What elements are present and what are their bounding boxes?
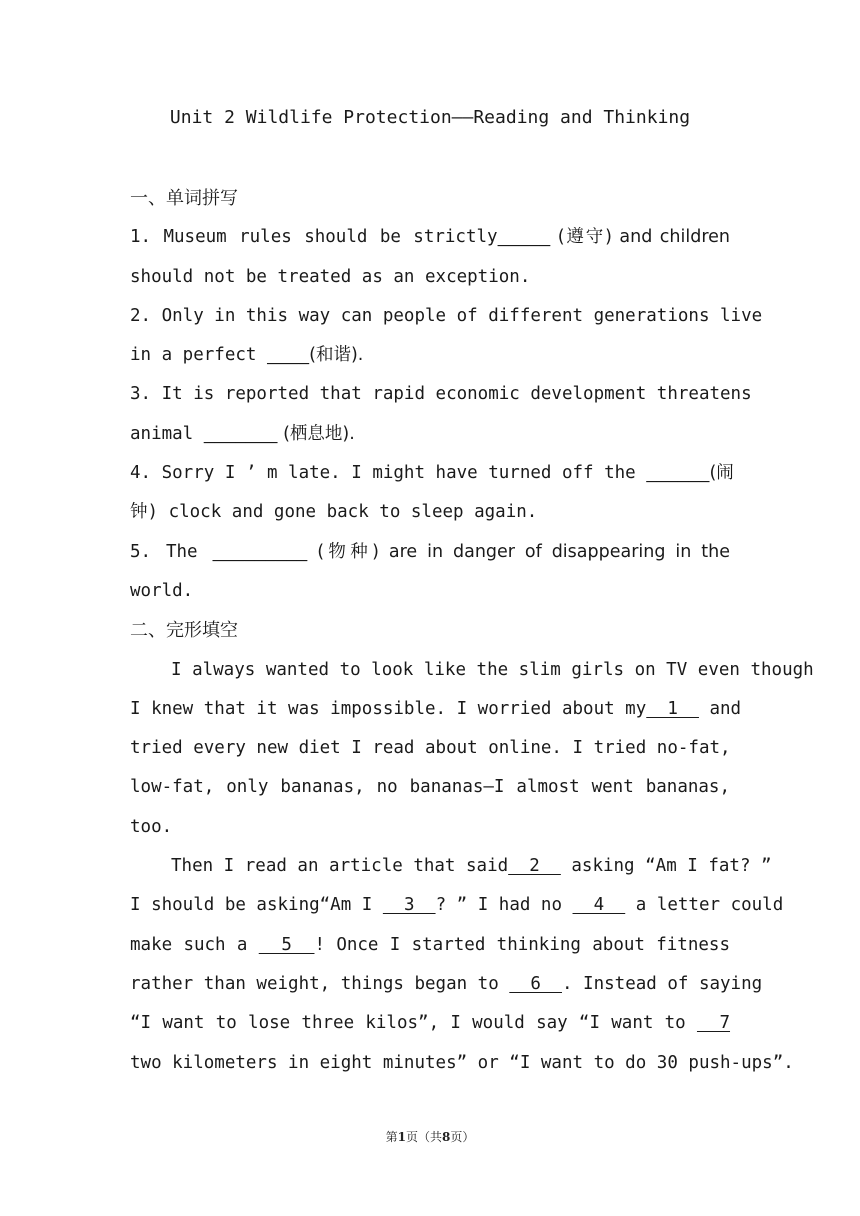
page-total: 8	[442, 1130, 451, 1144]
answer-blank[interactable]: _________	[212, 541, 308, 562]
answer-blank[interactable]: _____	[497, 227, 551, 248]
spelling-item-3-line-2: animal _______ (栖息地).	[130, 423, 355, 444]
cloze-p1-line-3: tried every new diet I read about online. I tried no-fat,	[130, 738, 731, 759]
cloze-p2-line-2: I should be asking“Am I 3 ? ” I had no 4 a letter could	[130, 895, 784, 916]
answer-blank[interactable]: _______	[203, 423, 278, 444]
spelling-item-1-line-2: should not be treated as an exception.	[130, 266, 531, 287]
cloze-blank-5[interactable]: 5	[258, 934, 315, 955]
cloze-blank-2[interactable]: 2	[508, 856, 561, 877]
page-number: 1	[397, 1130, 406, 1144]
cloze-blank-3[interactable]: 3	[382, 895, 436, 916]
section-heading-cloze: 二、完形填空	[130, 620, 238, 642]
cloze-p2-line-4: rather than weight, things began to 6 . Instead of saying	[130, 973, 763, 994]
spelling-item-3-line-1: 3. It is reported that rapid economic development threatens	[130, 384, 752, 405]
cloze-blank-1[interactable]: 1	[646, 698, 699, 719]
cloze-p2-line-6: two kilometers in eight minutes” or “I want to do 30 push-ups”.	[130, 1052, 794, 1073]
answer-blank[interactable]: ______	[646, 463, 710, 484]
cloze-blank-4[interactable]: 4	[572, 895, 626, 916]
cloze-p1-line-5: too.	[130, 816, 173, 837]
spelling-item-4-line-2: 钟) clock and gone back to sleep again.	[130, 502, 538, 523]
cloze-blank-6[interactable]: 6	[509, 973, 562, 994]
spelling-item-2-line-1: 2. Only in this way can people of different generations live	[130, 305, 763, 326]
section-heading-spelling: 一、单词拼写	[130, 188, 238, 209]
cloze-p2-line-1: Then I read an article that said 2 asking “Am I fat? ”	[171, 856, 772, 877]
spelling-item-5-line-2: world.	[130, 580, 194, 601]
spelling-item-4-line-1: 4. Sorry I ’ m late. I might have turned off the ______(闹	[130, 463, 734, 484]
cloze-p2-line-5: “I want to lose three kilos”, I would say “I want to 7	[130, 1013, 731, 1034]
cloze-blank-7[interactable]: 7	[696, 1013, 731, 1034]
cloze-p1-line-2: I knew that it was impossible. I worried about my 1 and	[130, 698, 742, 719]
cloze-p1-line-1: I always wanted to look like the slim girls on TV even though	[171, 659, 814, 680]
document-title: Unit 2 Wildlife Protection——Reading and Thinking	[169, 107, 691, 128]
spelling-item-1-line-1: 1. Museum rules should be strictly_____ (遵守) and children	[130, 227, 730, 248]
cloze-p2-line-3: make such a 5 ! Once I started thinking about fitness	[130, 934, 730, 955]
document-body	[130, 179, 814, 1083]
spelling-item-5-line-1: 5. The _________ (物种) are in danger of disappearing in the	[130, 541, 730, 562]
spelling-item-2-line-2: in a perfect ____(和谐).	[130, 345, 364, 366]
answer-blank[interactable]: ____	[266, 345, 310, 366]
page-footer: 第1页（共8页）	[385, 1130, 475, 1144]
cloze-p1-line-4: low-fat, only bananas, no bananas—I almost went bananas,	[130, 777, 730, 798]
